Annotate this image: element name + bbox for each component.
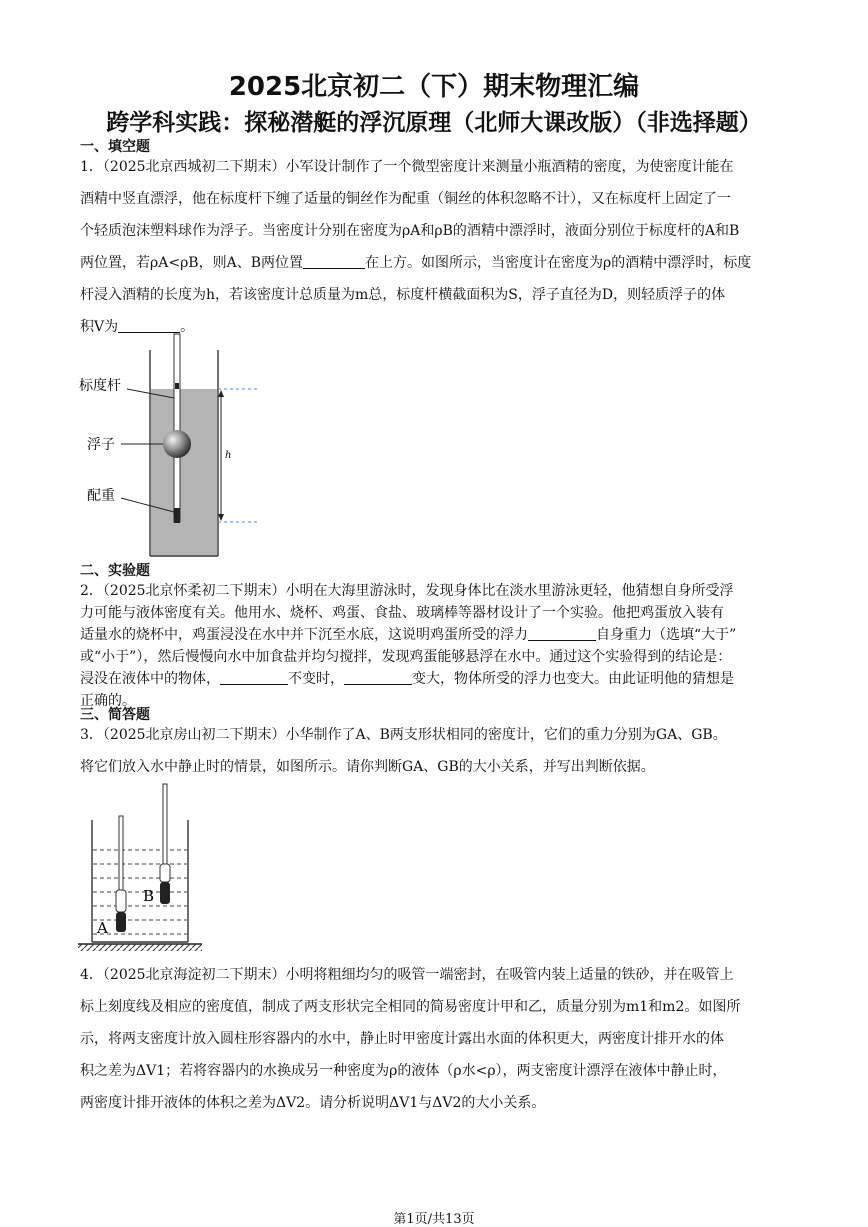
q4-line: 示，将两支密度计放入圆柱形容器内的水中，静止时甲密度计露出水面的体积更大，两密度计排开水的体 <box>80 1031 724 1047</box>
float-ball <box>163 430 191 458</box>
q1-line: 两位置，若ρA<ρB，则A、B两位置 在上方。如图所示，当密度计在密度为ρ的酒精中漂浮时，标度 <box>80 255 752 271</box>
q2-line: 浸没在液体中的物体， 不变时， 变大，物体所受的浮力也变大。由此证明他的猜想是 <box>80 671 734 687</box>
page-subtitle: 跨学科实践：探秘潜艇的浮沉原理（北师大课改版）（非选择题） <box>106 110 762 136</box>
q3-line: 将它们放入水中静止时的情景，如图所示。请你判断GA、GB的大小关系，并写出判断依据。 <box>80 759 655 775</box>
alcohol-liquid <box>151 389 217 555</box>
answer-blank[interactable] <box>303 254 365 269</box>
label-b: B <box>143 887 155 905</box>
q2-line: 2．（2025北京怀柔初二下期末）小明在大海里游泳时，发现身体比在淡水里游泳更轻，他猜想自身所受浮 <box>80 583 734 599</box>
counterweight <box>174 508 180 523</box>
q1-line: 1．（2025北京西城初二下期末）小军设计制作了一个微型密度计来测量小瓶酒精的密度，为使密度计能在 <box>80 159 734 175</box>
q2-line: 适量水的烧杯中，鸡蛋浸没在水中并下沉至水底，这说明鸡蛋所受的浮力 自身重力（选填“大于” <box>80 627 737 643</box>
page-number: 第1页/共13页 <box>393 1212 475 1227</box>
q1-line: 杆浸入酒精的长度为h，若该密度计总质量为m总，标度杆横截面积为S，浮子直径为D，则轻质浮子的体 <box>80 287 726 303</box>
q2-line: 或“小于”），然后慢慢向水中加食盐并均匀搅拌，发现鸡蛋能够悬浮在水中。通过这个实验得到的结论是： <box>80 649 732 665</box>
label-a: A <box>97 919 108 937</box>
density-meter-figure <box>75 330 275 565</box>
section-heading-fill-in: 一、填空题 <box>80 139 150 155</box>
density-meter-a <box>116 816 126 932</box>
density-meter-b <box>160 784 170 904</box>
q4-line: 标上刻度线及相应的密度值，制成了两支形状完全相同的简易密度计甲和乙，质量分别为m1和m2。如图所 <box>80 999 741 1015</box>
answer-blank[interactable] <box>344 670 412 685</box>
label-scale-rod: 标度杆 <box>79 378 121 394</box>
q1-line: 酒精中竖直漂浮，他在标度杆下缠了适量的铜丝作为配重（铜丝的体积忽略不计），又在标度杆上固定了一 <box>80 191 731 207</box>
q1-line: 积V为 。 <box>80 319 195 335</box>
label-float: 浮子 <box>87 437 115 453</box>
answer-blank[interactable] <box>220 670 288 685</box>
q3-line: 3．（2025北京房山初二下期末）小华制作了A、B两支形状相同的密度计，它们的重力分别为GA、GB。 <box>80 727 727 743</box>
q4-line: 4．（2025北京海淀初二下期末）小明将粗细均匀的吸管一端密封，在吸管内装上适量的铁砂，并在吸管上 <box>80 967 734 983</box>
two-density-meters-figure <box>78 780 202 952</box>
section-heading-short-answer: 三、简答题 <box>80 707 150 723</box>
h-label: h <box>225 450 232 461</box>
q2-line: 正确的。 <box>80 693 136 709</box>
answer-blank[interactable] <box>528 626 596 641</box>
page-title: 2025北京初二（下）期末物理汇编 <box>228 72 640 102</box>
section-heading-experiment: 二、实验题 <box>80 563 150 579</box>
label-counterweight: 配重 <box>87 488 115 504</box>
q2-line: 力可能与液体密度有关。他用水、烧杯、鸡蛋、食盐、玻璃棒等器材设计了一个实验。他把鸡蛋放入装有 <box>80 605 724 621</box>
q4-line: 两密度计排开液体的体积之差为ΔV2。请分析说明ΔV1与ΔV2的大小关系。 <box>80 1095 546 1111</box>
q4-line: 积之差为ΔV1；若将容器内的水换成另一种密度为ρ的液体（ρ水<ρ），两支密度计漂浮在液体中静止时， <box>80 1063 727 1079</box>
q1-line: 个轻质泡沫塑料球作为浮子。当密度计分别在密度为ρA和ρB的酒精中漂浮时，液面分别位于标度杆的A和B <box>80 223 740 239</box>
scale-rod <box>174 334 180 522</box>
